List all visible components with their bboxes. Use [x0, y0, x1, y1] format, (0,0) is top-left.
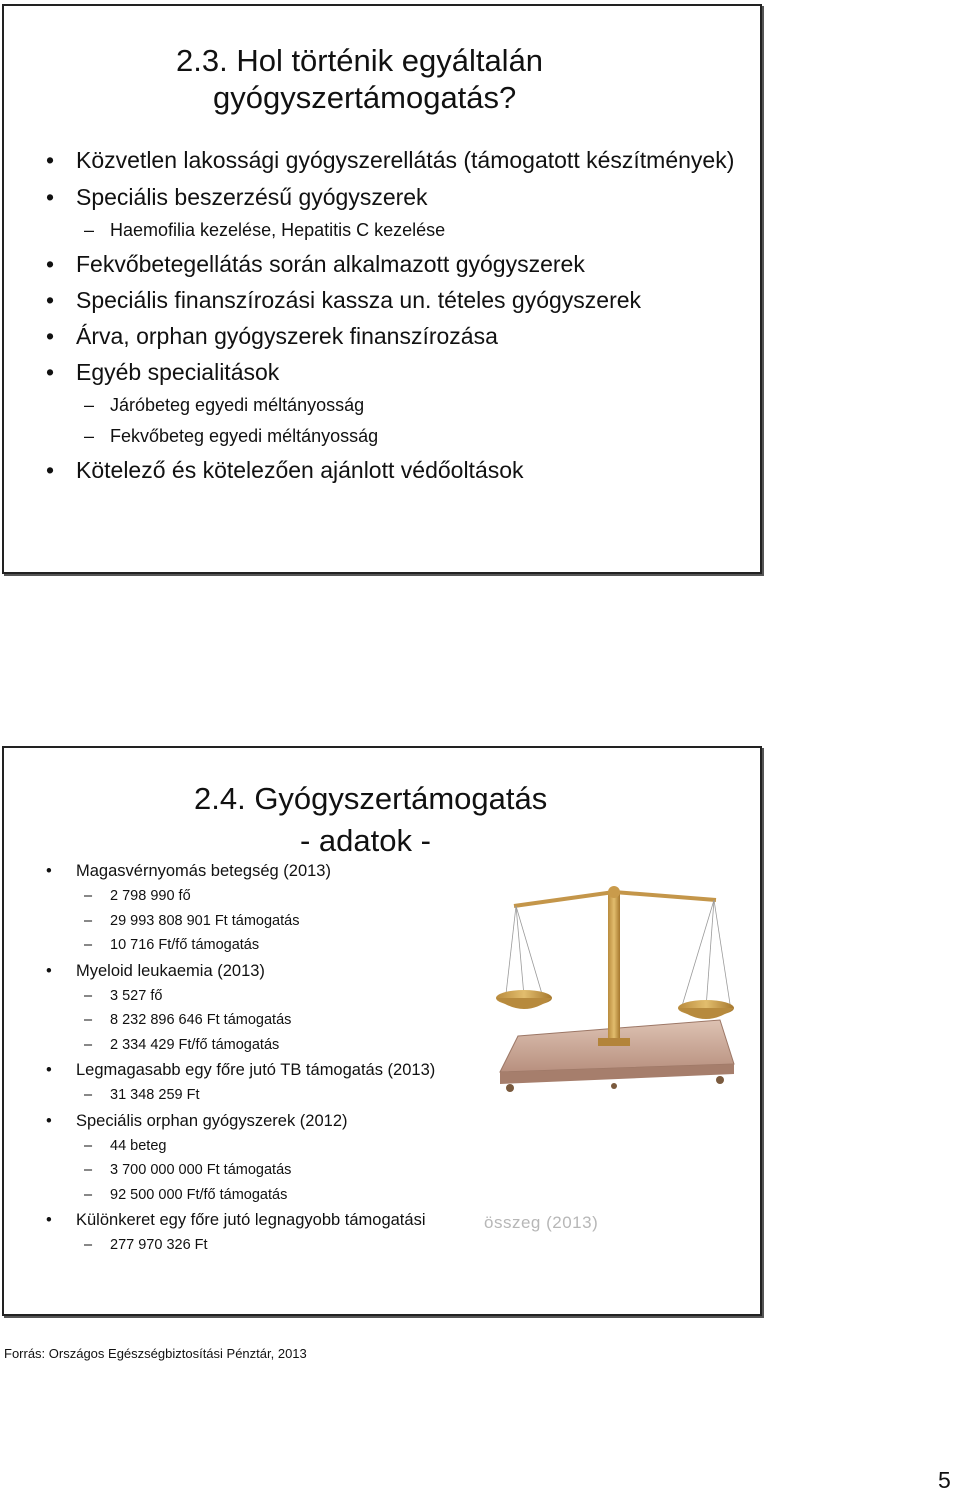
slide-title	[4, 778, 764, 862]
sub-bullet-item: – 29 993 808 901 Ft támogatás	[4, 909, 624, 934]
sub-bullet-item: – 3 700 000 000 Ft támogatás	[4, 1158, 624, 1183]
slide-title	[176, 42, 543, 116]
page-number: 5	[938, 1467, 951, 1493]
sub-bullet-item: – 8 232 896 646 Ft támogatás	[4, 1008, 624, 1033]
sub-bullet-item: – 2 334 429 Ft/fő támogatás	[4, 1033, 624, 1058]
bullet-item: • Fekvőbetegellátás során alkalmazott gyógyszerek	[4, 246, 744, 282]
sub-bullet-item: – Haemofilia kezelése, Hepatitis C kezelése	[4, 215, 744, 246]
bullet-item: • Legmagasabb egy főre jutó TB támogatás (2013)	[4, 1057, 624, 1083]
bullet-item: • Speciális orphan gyógyszerek (2012)	[4, 1108, 624, 1134]
bullet-item: • Egyéb specialitások	[4, 354, 744, 390]
bullet-list	[4, 144, 744, 488]
title-line-1: 2.3. Hol történik egyáltalán	[176, 43, 544, 78]
faded-text: összeg (2013)	[484, 1213, 599, 1232]
bullet-item: • Különkeret egy főre jutó legnagyobb támogatási	[4, 1207, 624, 1233]
bullet-item: • Magasvérnyomás betegség (2013)	[4, 858, 624, 884]
sub-bullet-item: – 31 348 259 Ft	[4, 1083, 624, 1108]
sub-bullet-item: – Járóbeteg egyedi méltányosság	[4, 390, 744, 421]
bullet-item: • Speciális finanszírozási kassza un. tételes gyógyszerek	[4, 282, 744, 318]
sub-bullet-item: – 277 970 326 Ft	[4, 1233, 624, 1258]
sub-bullet-item: – 44 beteg	[4, 1134, 624, 1159]
bullet-item: • Myeloid leukaemia (2013)	[4, 958, 624, 984]
sub-bullet-item: – 2 798 990 fő	[4, 884, 624, 909]
bullet-item: • Speciális beszerzésű gyógyszerek	[4, 179, 744, 215]
slide-hol-tortenik	[2, 4, 762, 574]
sub-bullet-item: – 10 716 Ft/fő támogatás	[4, 933, 624, 958]
bullet-item: • Közvetlen lakossági gyógyszerellátás (támogatott készítmények)	[4, 144, 744, 176]
sub-bullet-item: – 92 500 000 Ft/fő támogatás	[4, 1183, 624, 1208]
balance-scale-image	[484, 858, 746, 1104]
title-line-2: gyógyszertámogatás?	[213, 80, 517, 115]
title-line-1: 2.4. Gyógyszertámogatás	[194, 781, 548, 816]
sub-bullet-item: – Fekvőbeteg egyedi méltányosság	[4, 421, 744, 452]
bullet-item: • Kötelező és kötelezően ajánlott védőoltások	[4, 452, 744, 488]
source-footer: Forrás: Országos Egészségbiztosítási Pénztár, 2013	[4, 1346, 307, 1361]
sub-bullet-item: – 3 527 fő	[4, 984, 624, 1009]
title-line-2: - adatok -	[300, 823, 431, 858]
bullet-item: • Árva, orphan gyógyszerek finanszírozása	[4, 318, 744, 354]
